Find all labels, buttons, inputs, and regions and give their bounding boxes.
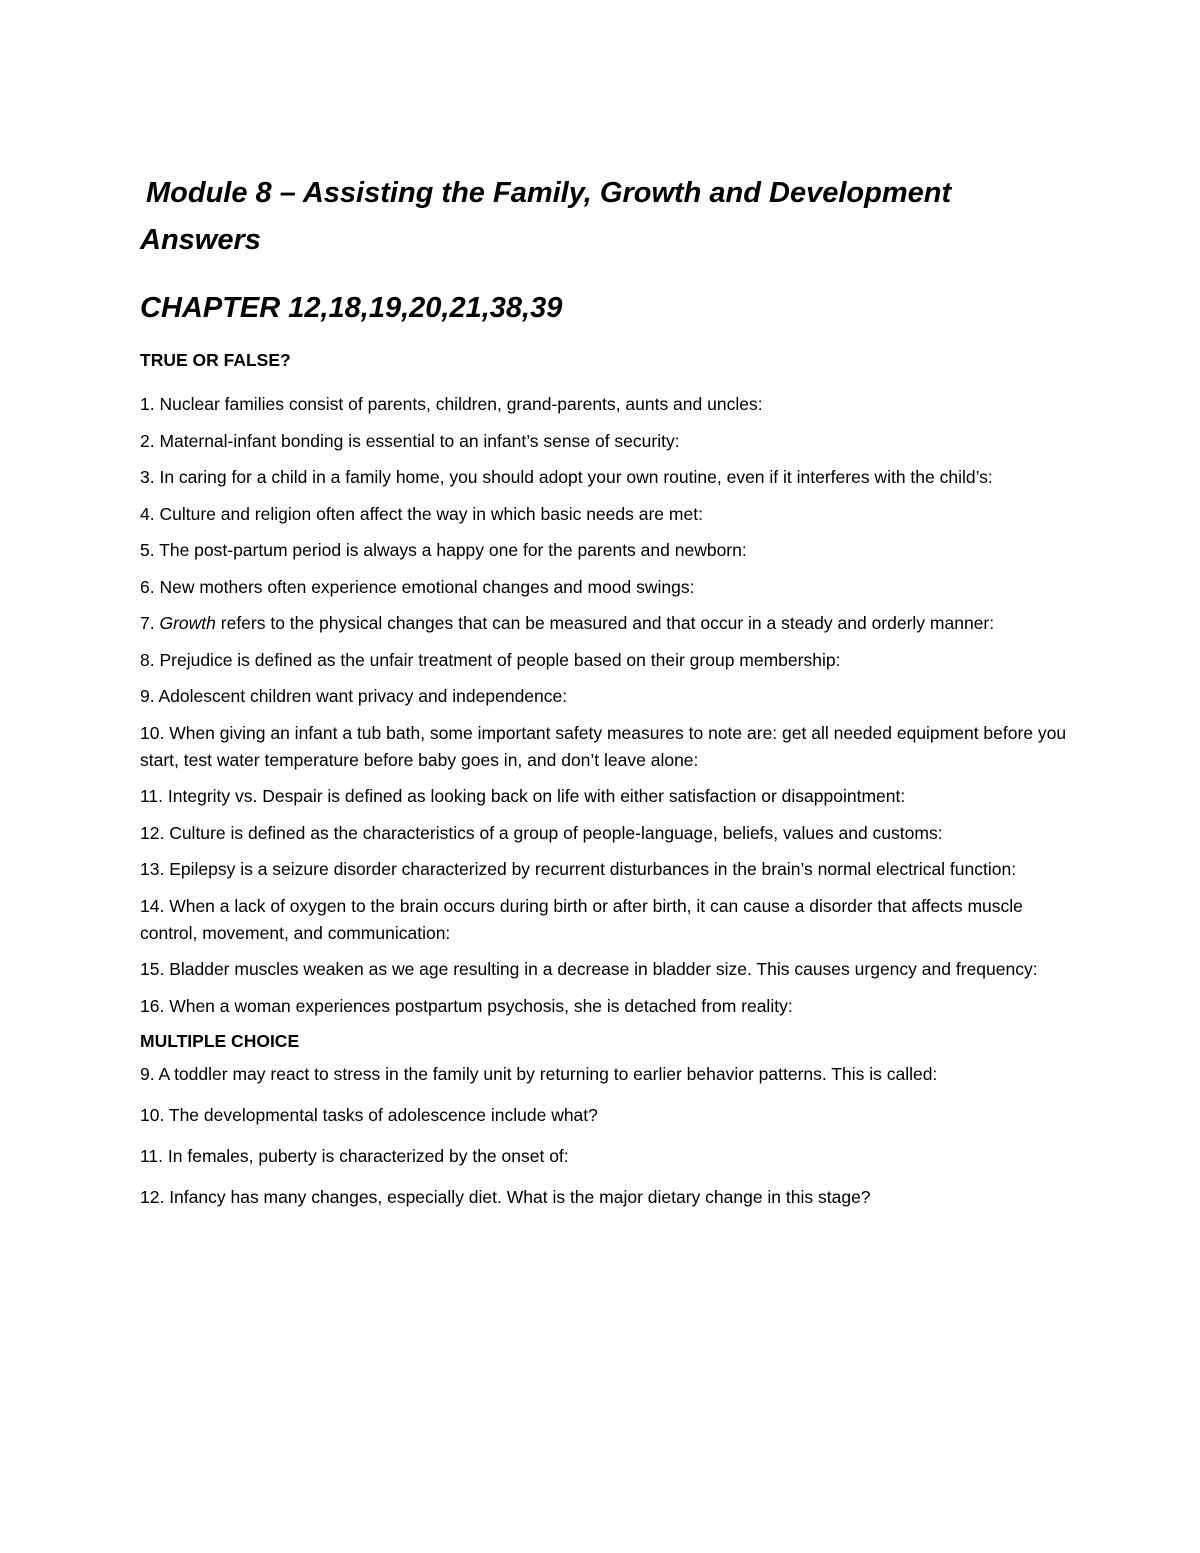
multiple-choice-list [140, 1061, 1070, 1211]
question-text: refers to the physical changes that can be measured and that occur in a steady and orderly manner: [215, 613, 995, 633]
emphasized-term: Growth [159, 613, 216, 633]
question-text: Culture and religion often affect the way in which basic needs are met: [154, 503, 703, 524]
question-text: The developmental tasks of adolescence include what? [164, 1105, 598, 1125]
question-text: Adolescent children want privacy and independence: [154, 686, 568, 706]
question-number: 14. [140, 895, 165, 916]
question-text: Infancy has many changes, especially diet. What is the major dietary change in this stage? [164, 1187, 871, 1207]
list-item [140, 993, 1070, 1020]
question-number: 9. [140, 686, 155, 706]
list-item [140, 683, 1070, 710]
question-number: 2. [140, 430, 155, 451]
question-number: 12. [140, 1187, 165, 1207]
list-item [140, 1143, 1070, 1170]
list-item [140, 720, 1070, 774]
question-number: 11. [140, 786, 164, 806]
question-number: 7. [140, 613, 155, 633]
question-text: Maternal-infant bonding is essential to an infant’s sense of security: [154, 430, 680, 451]
list-item [140, 893, 1070, 947]
question-number: 12. [140, 822, 165, 843]
question-number: 3. [140, 467, 155, 487]
multiple-choice-heading: MULTIPLE CHOICE [140, 1031, 300, 1051]
question-number: 8. [140, 649, 155, 670]
true-false-list [140, 391, 1070, 1020]
question-number: 1. [140, 394, 155, 414]
question-text: When a lack of oxygen to the brain occurs during birth or after birth, it can cause a disorder that affects muscle control, movement, and communication: [140, 895, 1023, 943]
document-title [140, 170, 1070, 264]
list-item [140, 610, 1070, 637]
question-number: 15. [140, 959, 165, 979]
question-text: Prejudice is defined as the unfair treatment of people based on their group membership: [154, 649, 841, 670]
true-false-heading: TRUE OR FALSE? [140, 350, 291, 370]
question-number: 5. [140, 540, 155, 560]
chapter-heading: CHAPTER 12,18,19,20,21,38,39 [140, 292, 563, 324]
question-text: Bladder muscles weaken as we age resulting in a decrease in bladder size. This causes urgency and frequency: [164, 959, 1038, 979]
list-item [140, 501, 1070, 528]
list-item [140, 537, 1070, 564]
question-text: The post-partum period is always a happy one for the parents and newborn: [154, 540, 747, 560]
list-item [140, 647, 1070, 674]
document-page [140, 170, 1070, 1225]
question-text: In females, puberty is characterized by the onset of: [163, 1146, 569, 1166]
question-text: New mothers often experience emotional changes and mood swings: [154, 576, 695, 597]
question-number: 6. [140, 576, 155, 597]
question-number: 13. [140, 859, 165, 879]
question-text: Nuclear families consist of parents, children, grand-parents, aunts and uncles: [154, 394, 763, 414]
list-item [140, 428, 1070, 455]
question-number: 10. [140, 722, 165, 743]
title-line-2: Answers [140, 224, 261, 256]
list-item [140, 391, 1070, 418]
question-text: Culture is defined as the characteristics of a group of people-language, beliefs, values and customs: [164, 822, 943, 843]
question-text: Epilepsy is a seizure disorder characterized by recurrent disturbances in the brain’s normal electrical function: [164, 859, 1017, 879]
question-text: When giving an infant a tub bath, some important safety measures to note are: get all needed equipment before you start, test water temperature before baby goes in, and don’t leave alone: [140, 722, 1067, 770]
question-number: 10. [140, 1105, 165, 1125]
list-item [140, 1184, 1070, 1211]
list-item [140, 1102, 1070, 1129]
question-number: 16. [140, 995, 165, 1016]
list-item [140, 956, 1070, 983]
question-text: Integrity vs. Despair is defined as looking back on life with either satisfaction or disappointment: [163, 786, 906, 806]
list-item [140, 1061, 1070, 1088]
list-item [140, 820, 1070, 847]
list-item [140, 464, 1070, 491]
list-item [140, 856, 1070, 883]
title-line-1: Module 8 – Assisting the Family, Growth and Development [146, 177, 952, 209]
question-number: 11. [140, 1146, 164, 1166]
question-text: A toddler may react to stress in the family unit by returning to earlier behavior patterns. This is called: [154, 1064, 938, 1084]
question-text: In caring for a child in a family home, you should adopt your own routine, even if it interferes with the child’s: [154, 467, 993, 487]
list-item [140, 783, 1070, 810]
question-number: 4. [140, 503, 155, 524]
question-number: 9. [140, 1064, 155, 1084]
question-text: When a woman experiences postpartum psychosis, she is detached from reality: [164, 995, 793, 1016]
list-item [140, 574, 1070, 601]
